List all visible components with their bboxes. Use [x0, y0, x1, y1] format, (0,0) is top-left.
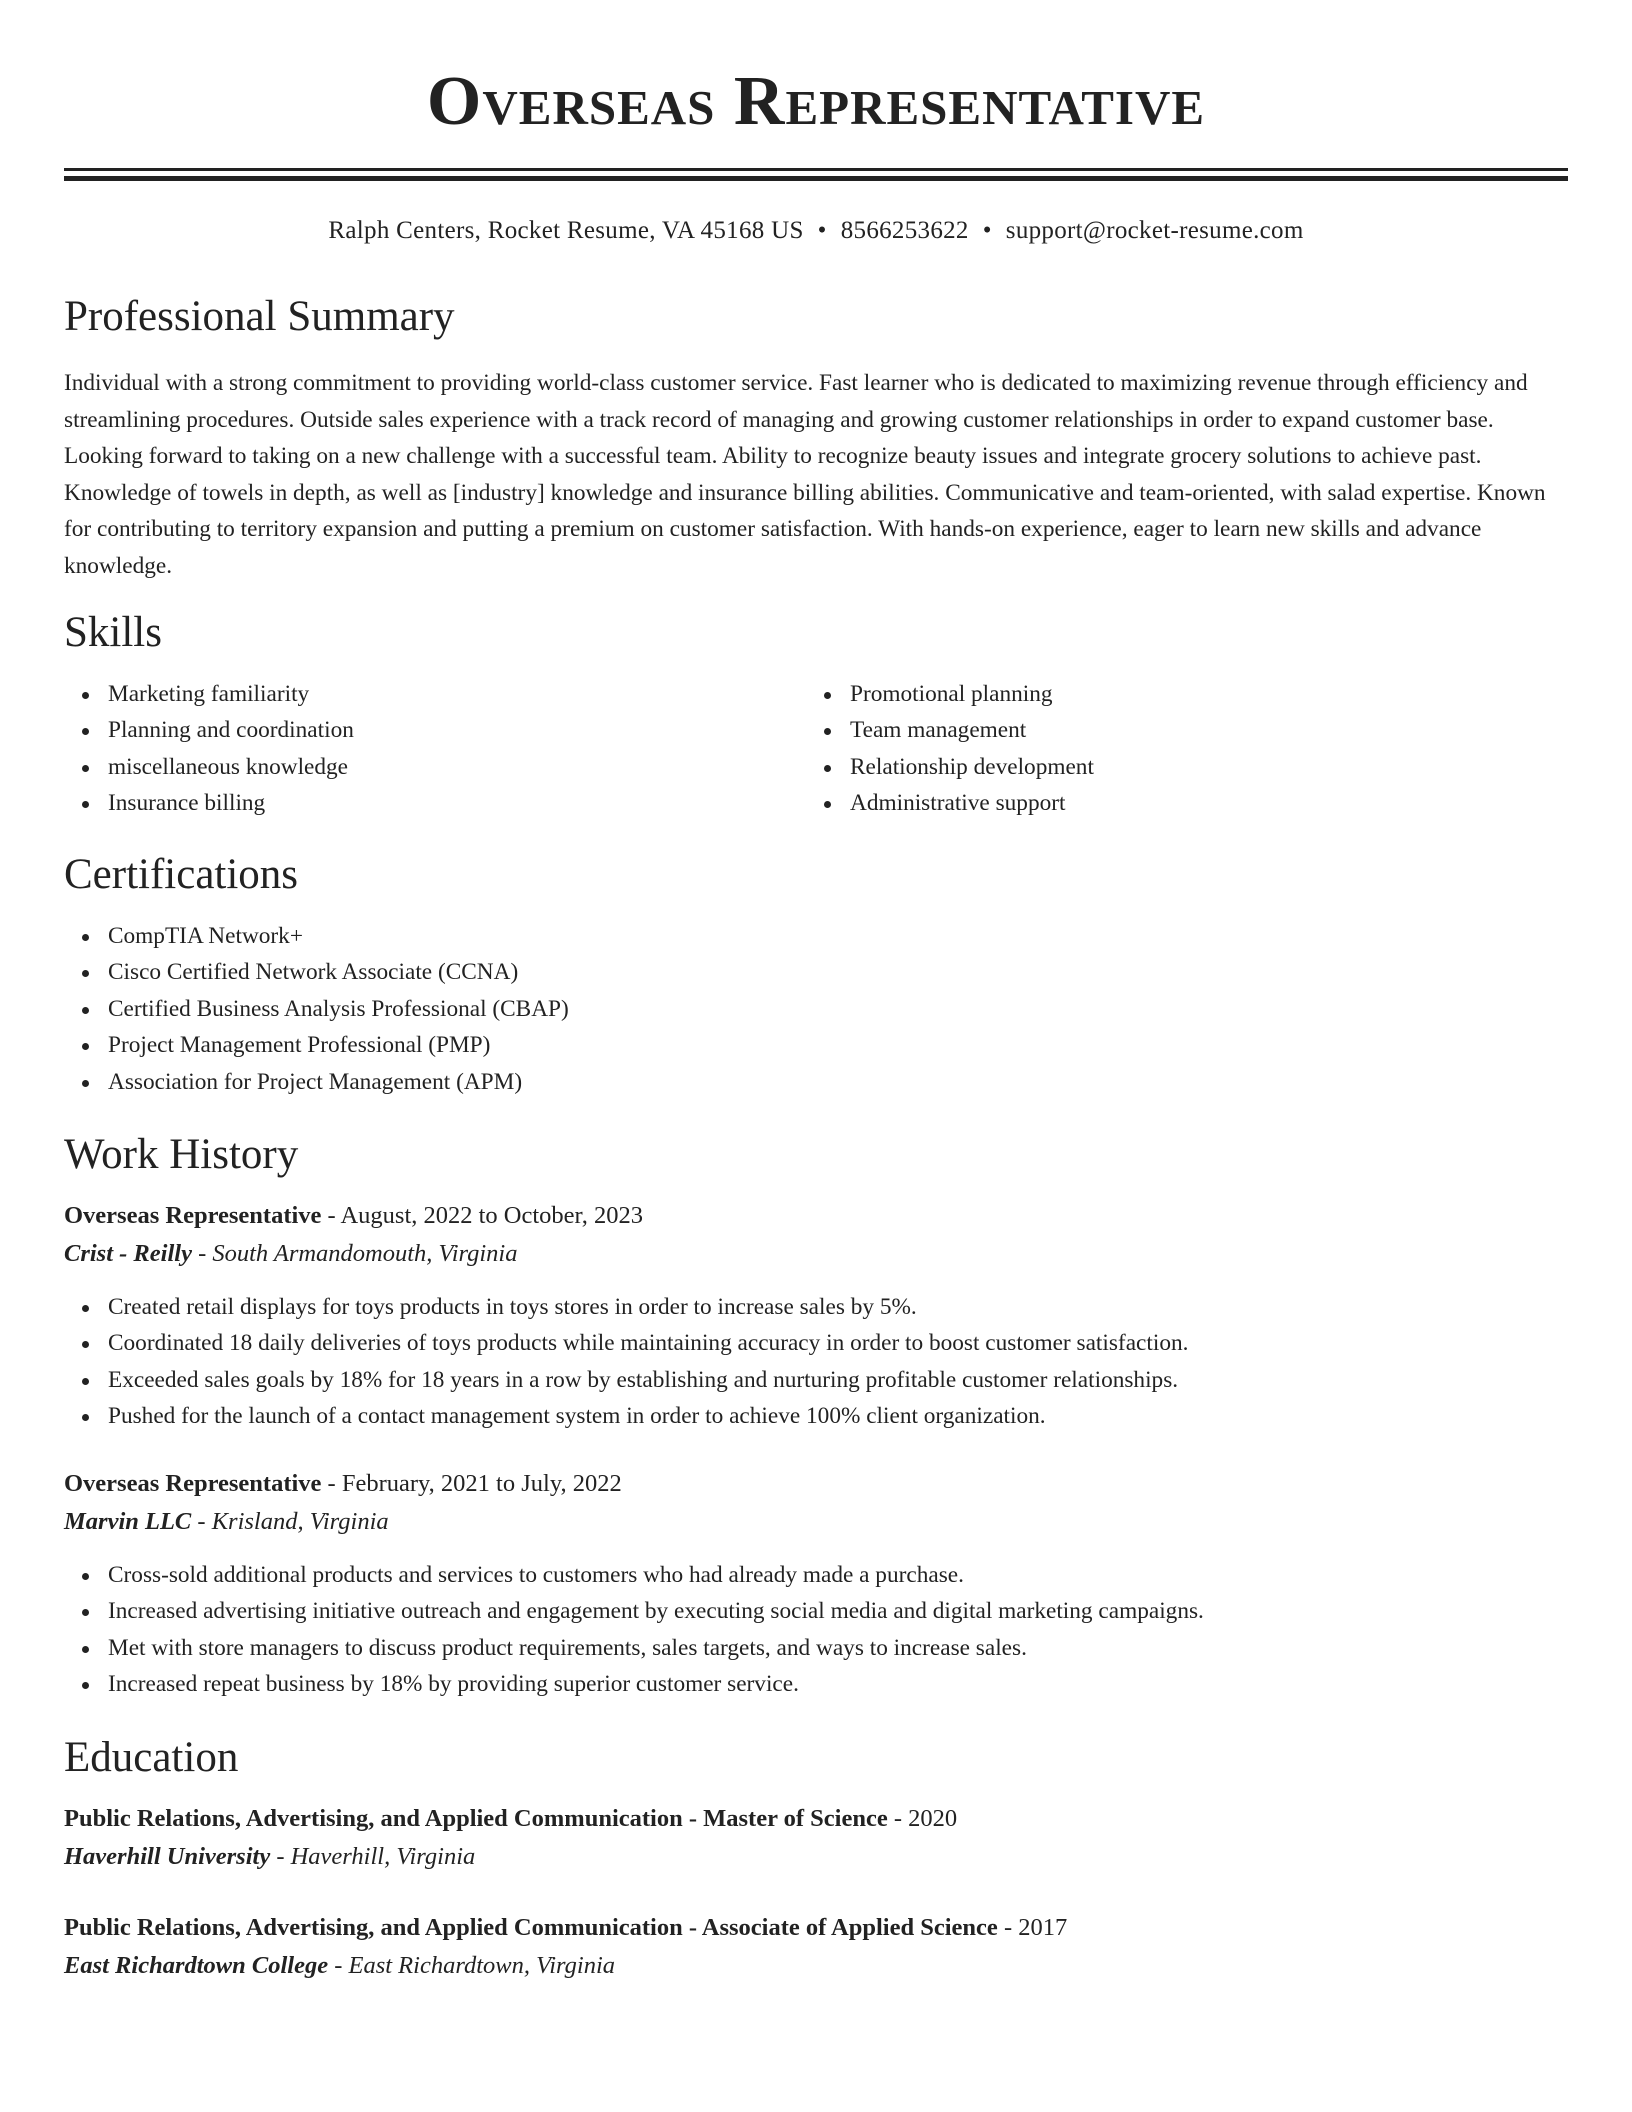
job-bullet: Cross-sold additional products and services to customers who had already made a purchase. — [64, 1557, 1568, 1593]
summary-text: Individual with a strong commitment to providing world-class customer service. Fast learner who is dedicated to maximizing revenue through efficiency and streamlining procedures. Outside sales experience with a track record of managing and growing customer relationships in order to expand customer base. Looking forward to taking on a new challenge with a successful team. Ability to recognize beauty issues and integrate grocery solutions to achieve past. Knowledge of towels in depth, as well as [industry] knowledge and insurance billing abilities. Communicative and team-oriented, with salad expertise. Known for contributing to territory expansion and putting a premium on customer satisfaction. With hands-on experience, eager to learn new skills and advance knowledge. — [64, 370, 1546, 579]
skills-list-left — [64, 676, 804, 822]
job-bullet: Created retail displays for toys products in toys stores in order to increase sales by 5%. — [64, 1289, 1568, 1325]
certification-item: Certified Business Analysis Professional (CBAP) — [64, 991, 1568, 1027]
certification-item: CompTIA Network+ — [64, 918, 1568, 954]
job-bullet: Met with store managers to discuss product requirements, sales targets, and ways to increase sales. — [64, 1630, 1568, 1666]
job-title: Overseas Representative — [64, 1202, 322, 1229]
education-degree: Public Relations, Advertising, and Applied Communication - Master of Science — [64, 1805, 888, 1832]
job-bullets — [64, 1557, 1568, 1703]
certifications-list — [64, 918, 1568, 1100]
job-dates: - August, 2022 to October, 2023 — [321, 1202, 643, 1229]
job-title-line — [64, 1199, 643, 1233]
summary-heading: Professional Summary — [64, 293, 455, 340]
resume-title: Overseas Representative — [426, 63, 1206, 140]
job-bullet: Exceeded sales goals by 18% for 18 years in a row by establishing and nurturing profitable customer relationships. — [64, 1362, 1568, 1398]
job-company-line — [64, 1505, 389, 1539]
skill-item: Planning and coordination — [64, 712, 804, 748]
job-title: Overseas Representative — [64, 1470, 322, 1497]
certification-item: Cisco Certified Network Associate (CCNA) — [64, 954, 1568, 990]
education-school: East Richardtown College — [64, 1952, 329, 1979]
skills-heading: Skills — [64, 609, 162, 656]
skill-item: miscellaneous knowledge — [64, 749, 804, 785]
skill-item: Marketing familiarity — [64, 676, 804, 712]
education-degree: Public Relations, Advertising, and Applied Communication - Associate of Applied Science — [64, 1914, 998, 1941]
job-bullets — [64, 1289, 1568, 1435]
education-heading: Education — [64, 1734, 239, 1781]
certification-item: Project Management Professional (PMP) — [64, 1027, 1568, 1063]
education-location: - East Richardtown, Virginia — [328, 1952, 616, 1979]
skills-list-right — [806, 676, 1546, 822]
contact-separator: • — [817, 217, 827, 244]
contact-line — [64, 215, 1568, 247]
job-location: - Krisland, Virginia — [191, 1508, 389, 1535]
education-degree-line — [64, 1911, 1067, 1945]
skill-item: Relationship development — [806, 749, 1546, 785]
job-bullet: Increased repeat business by 18% by providing superior customer service. — [64, 1666, 1568, 1702]
job-location: - South Armandomouth, Virginia — [191, 1240, 518, 1267]
education-school-line — [64, 1840, 475, 1874]
title-divider-thin — [64, 176, 1568, 181]
education-location: - Haverhill, Virginia — [270, 1843, 476, 1870]
job-company: Crist - Reilly — [64, 1240, 192, 1267]
certifications-heading: Certifications — [64, 851, 299, 898]
work-history-heading: Work History — [64, 1131, 299, 1178]
contact-email: support@rocket-resume.com — [1005, 217, 1304, 244]
job-title-line — [64, 1467, 622, 1501]
contact-separator: • — [982, 217, 992, 244]
skill-item: Team management — [806, 712, 1546, 748]
job-bullet: Increased advertising initiative outreach and engagement by executing social media and digital marketing campaigns. — [64, 1593, 1568, 1629]
resume-page — [64, 0, 1568, 1979]
skill-item: Promotional planning — [806, 676, 1546, 712]
education-school: Haverhill University — [64, 1843, 271, 1870]
education-year: - 2020 — [887, 1805, 958, 1832]
contact-phone: 8566253622 — [840, 217, 969, 244]
job-company: Marvin LLC — [64, 1508, 192, 1535]
job-dates: - February, 2021 to July, 2022 — [321, 1470, 622, 1497]
job-bullet: Coordinated 18 daily deliveries of toys products while maintaining accuracy in order to boost customer satisfaction. — [64, 1325, 1568, 1361]
education-degree-line — [64, 1802, 957, 1836]
education-year: - 2017 — [997, 1914, 1068, 1941]
education-school-line — [64, 1949, 615, 1983]
job-company-line — [64, 1237, 518, 1271]
contact-address: Ralph Centers, Rocket Resume, VA 45168 US — [328, 217, 804, 244]
job-bullet: Pushed for the launch of a contact management system in order to achieve 100% client organization. — [64, 1398, 1568, 1434]
certification-item: Association for Project Management (APM) — [64, 1064, 1568, 1100]
skill-item: Administrative support — [806, 785, 1546, 821]
title-divider-thick — [64, 168, 1568, 171]
skill-item: Insurance billing — [64, 785, 804, 821]
